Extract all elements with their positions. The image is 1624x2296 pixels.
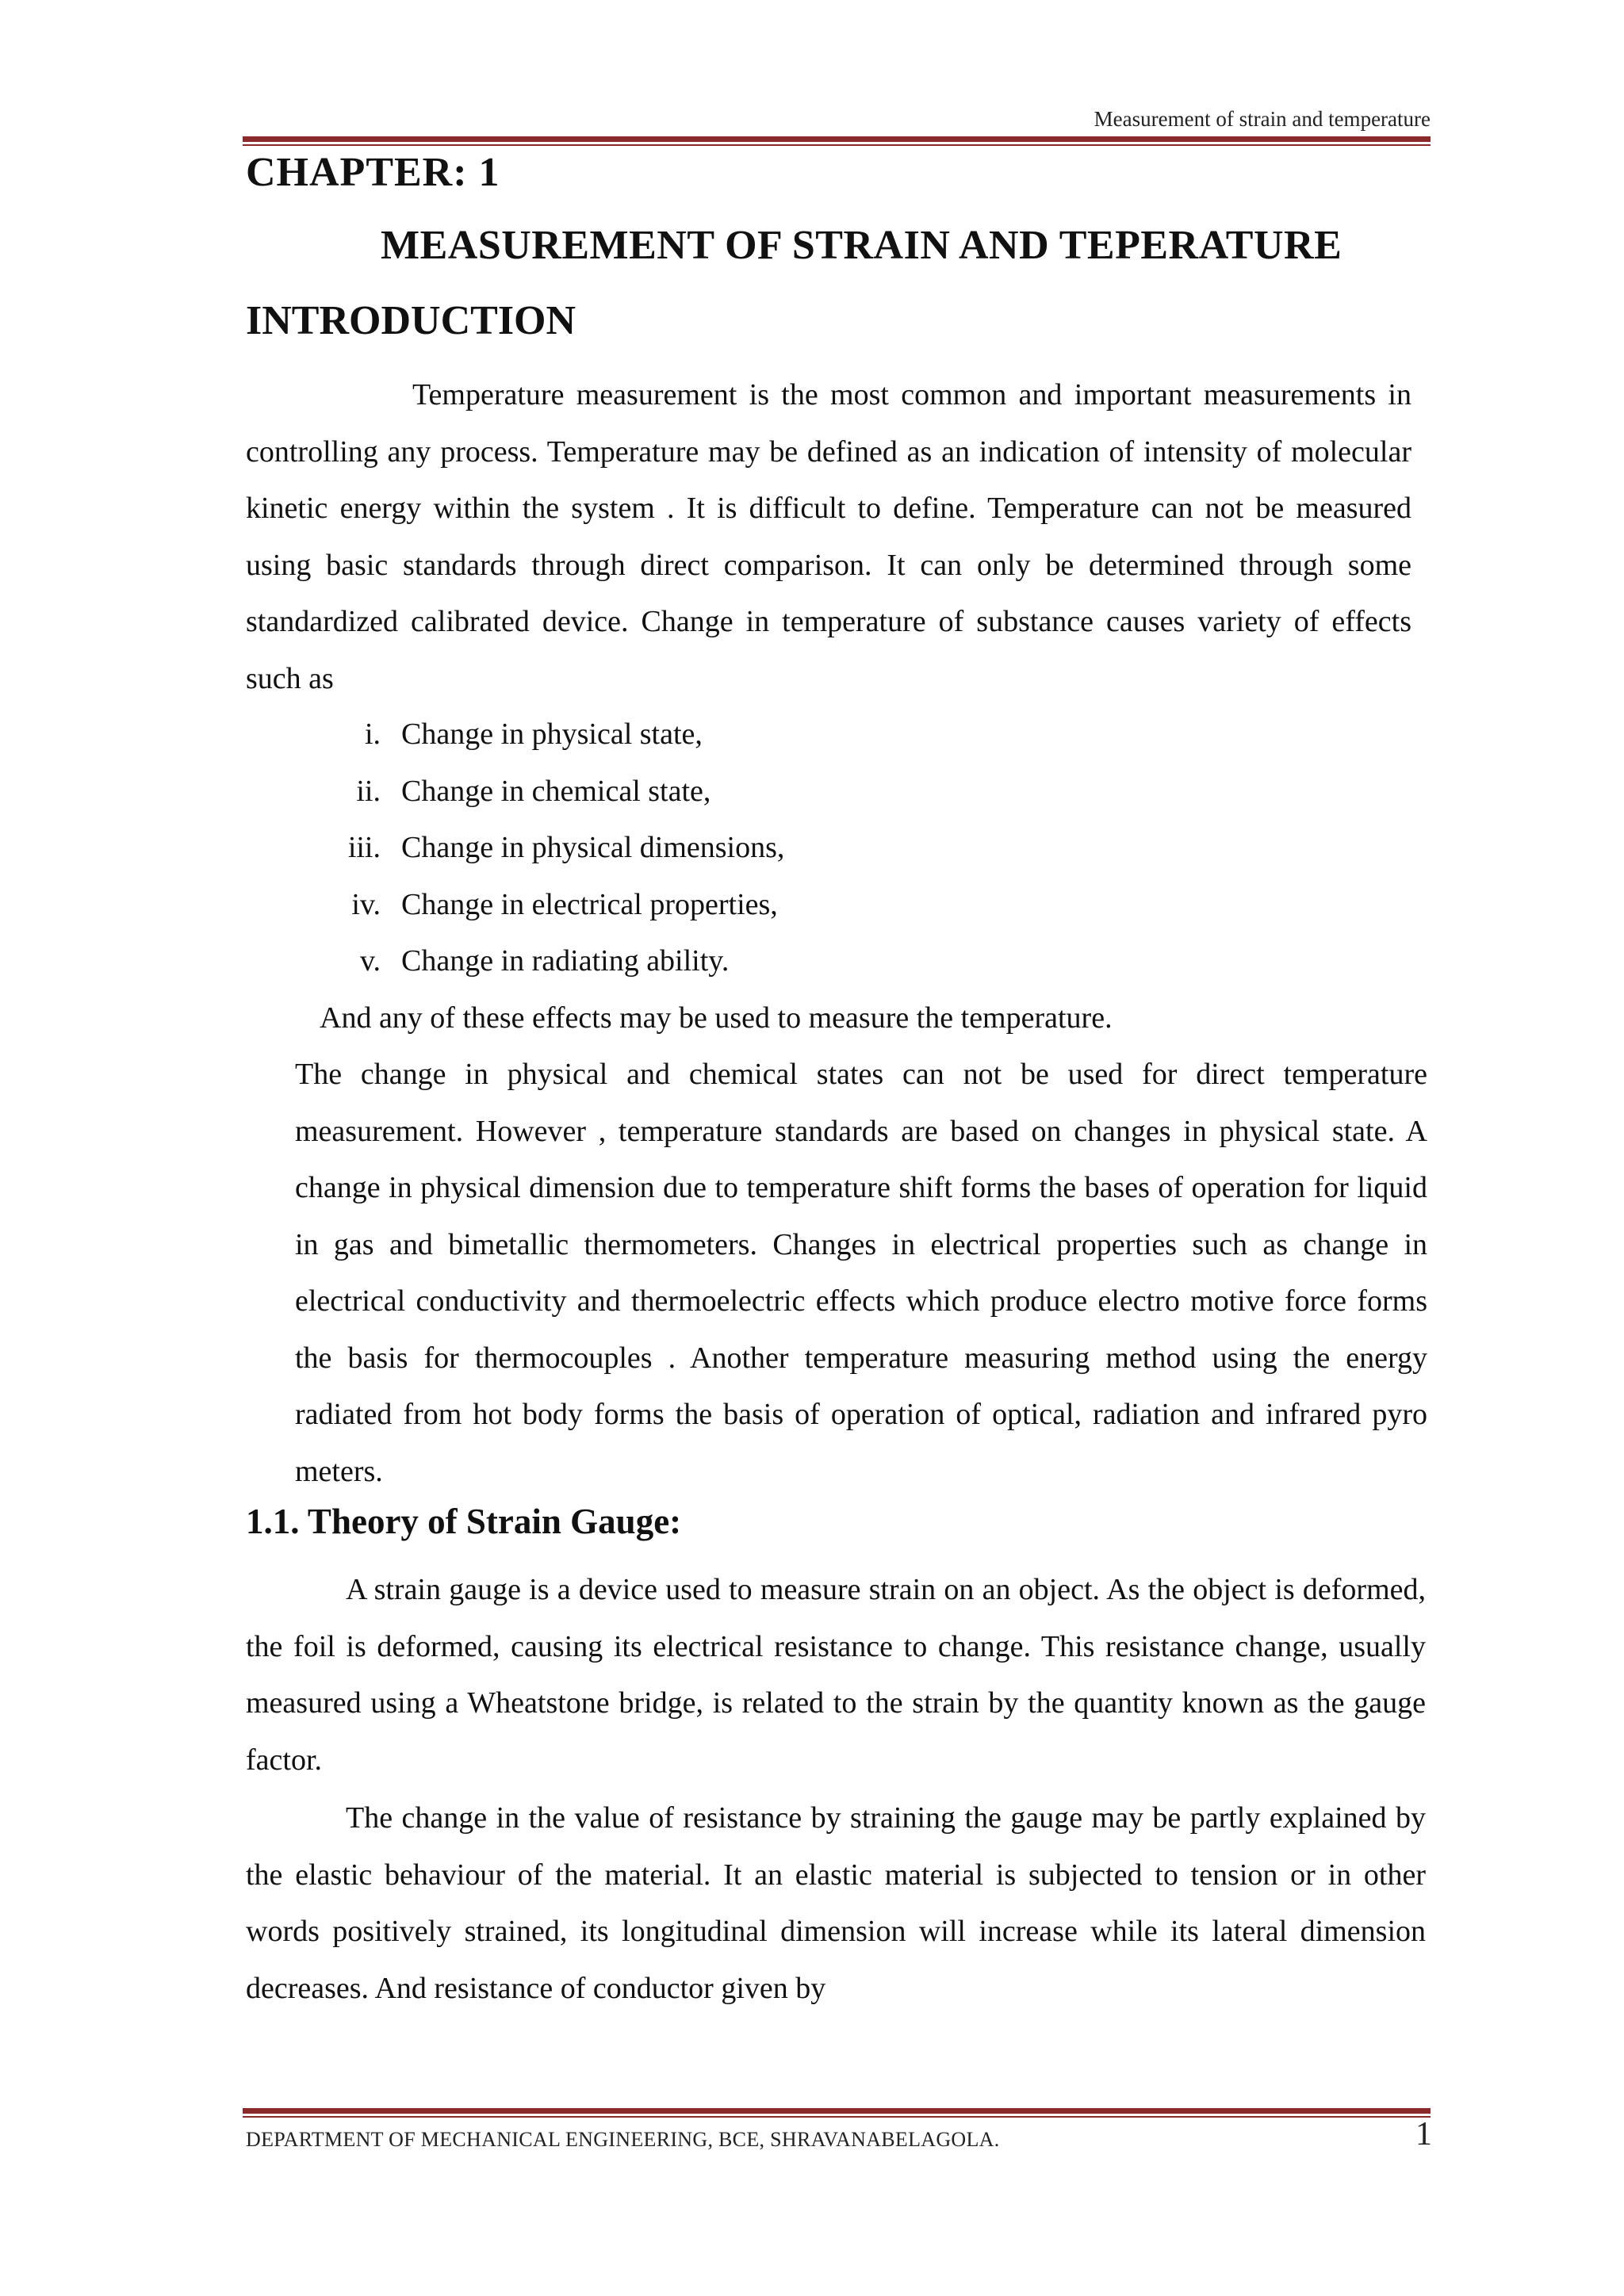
footer-rule-thick: [243, 2108, 1431, 2114]
header-rule-thin: [243, 144, 1431, 146]
list-item-number: v.: [359, 944, 381, 978]
footer-department: DEPARTMENT OF MECHANICAL ENGINEERING, BCE, SHRAVANABELAGOLA.: [246, 2128, 1000, 2151]
section-heading-strain-gauge: 1.1. Theory of Strain Gauge:: [246, 1502, 682, 1541]
effects-list: [301, 706, 784, 990]
introduction-paragraph-2: The change in physical and chemical states can not be used for direct temperature measurement. However , temperature standards are based on changes in physical state. A change in physical dimension due to temperature shift forms the bases of operation for liquid in gas and bimetallic thermometers. Changes in electrical properties such as change in electrical conductivity and thermoelectric effects which produce electro motive force forms the basis for thermocouples . Another temperature measuring method using the energy radiated from hot body forms the basis of operation of optical, radiation and infrared pyro meters.: [295, 1058, 1427, 1488]
list-item-text: Change in physical state,: [401, 718, 703, 751]
list-item-number: i.: [364, 718, 381, 751]
list-item: [301, 706, 784, 763]
list-item-number: ii.: [356, 774, 381, 808]
list-item-number: iv.: [351, 887, 381, 921]
chapter-title: MEASUREMENT OF STRAIN AND TEPERATURE: [381, 223, 1342, 268]
strain-gauge-paragraph-2: The change in the value of resistance by straining the gauge may be partly explained by the elastic behaviour of the material. It an elastic material is subjected to tension or in other words positively strained, its longitudinal dimension will increase while its lateral dimension decreases. And resistance of conductor given by: [246, 1801, 1426, 2005]
chapter-label: CHAPTER: 1: [246, 150, 500, 195]
header-rule: [243, 136, 1431, 146]
list-item: [301, 820, 784, 877]
after-list-sentence: And any of these effects may be used to measure the temperature.: [320, 1001, 1113, 1035]
strain-gauge-paragraph-1: A strain gauge is a device used to measure strain on an object. As the object is deformed, the foil is deformed, causing its electrical resistance to change. This resistance change, usually measured using a Wheatstone bridge, is related to the strain by the quantity known as the gauge factor.: [246, 1573, 1426, 1777]
footer-rule-thin: [243, 2116, 1431, 2118]
list-item: [301, 933, 784, 990]
page-number: 1: [1415, 2116, 1432, 2152]
introduction-heading: INTRODUCTION: [246, 298, 576, 343]
list-item-text: Change in electrical properties,: [401, 887, 778, 921]
list-item-text: Change in radiating ability.: [401, 944, 730, 978]
list-item-number: iii.: [347, 831, 381, 864]
list-item-text: Change in chemical state,: [401, 774, 711, 808]
footer-rule: [243, 2108, 1431, 2118]
list-item-text: Change in physical dimensions,: [401, 831, 785, 864]
introduction-paragraph-1: Temperature measurement is the most common and important measurements in controlling any process. Temperature may be defined as an indication of intensity of molecular kinetic energy within the system . It is difficult to define. Temperature can not be measured using basic standards through direct comparison. It can only be determined through some standardized calibrated device. Change in temperature of substance causes variety of effects such as: [246, 378, 1411, 695]
list-item: [301, 877, 784, 934]
list-item: [301, 763, 784, 821]
running-header: Measurement of strain and temperature: [1094, 107, 1431, 131]
header-rule-thick: [243, 136, 1431, 142]
